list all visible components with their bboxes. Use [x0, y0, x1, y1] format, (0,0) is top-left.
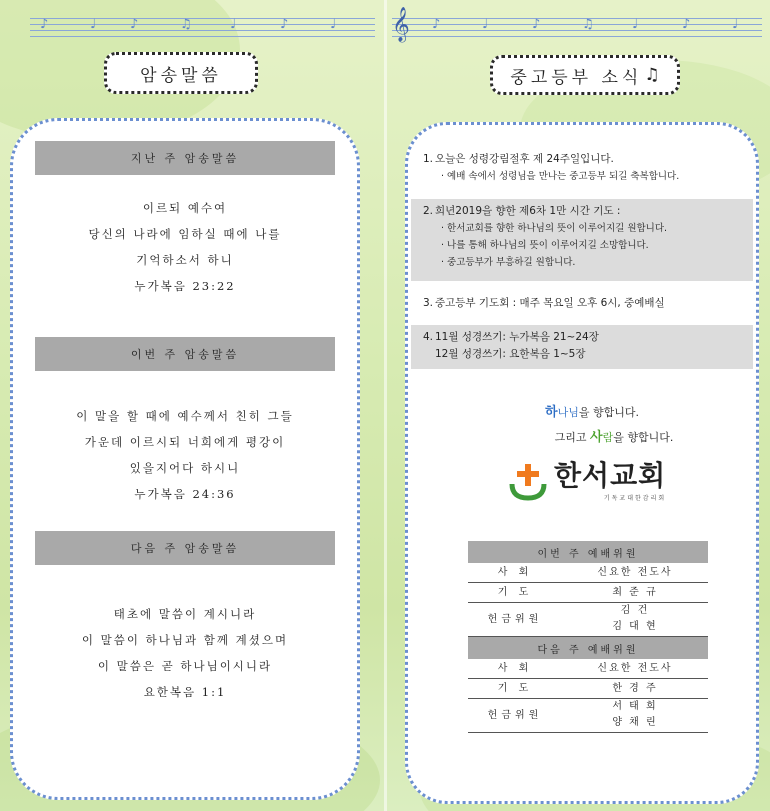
news-sub: · 나를 통해 하나님의 뜻이 이루어지길 소망합니다. [441, 240, 649, 251]
duty-row [468, 603, 708, 637]
duty-heading: 이번 주 예배위원 [468, 541, 708, 563]
duty-role: 기 도 [497, 587, 533, 598]
verse-line: 가운데 이르시되 너희에게 평강이 [84, 435, 286, 449]
duty-table-this-week [468, 541, 708, 637]
duty-role: 헌금위원 [487, 614, 543, 625]
page-fold [384, 0, 387, 811]
duty-role: 기 도 [497, 683, 533, 694]
slogan-highlight: 사 [590, 430, 603, 445]
verse-line: 태초에 말씀이 계시니라 [113, 607, 257, 621]
news-text: 11월 성경쓰기: 누가복음 21~24장 [435, 331, 599, 343]
slogan-text: 람 [602, 431, 614, 444]
news-text: 희년2019을 향한 제6차 1만 시간 기도 : [435, 205, 621, 217]
verse-line: 기억하소서 하니 [136, 253, 234, 267]
duty-name: 한 경 주 [612, 683, 658, 694]
verse-block-this-week [13, 403, 357, 507]
verse-reference: 누가복음 23:22 [134, 279, 236, 293]
news-item-2 [411, 199, 753, 281]
duty-row [468, 563, 708, 583]
treble-clef-icon: 𝄞 [392, 7, 410, 42]
section-heading-text: 다음 주 암송말씀 [130, 542, 240, 555]
duty-table-next-week [468, 637, 708, 733]
music-note-icon: ♫ [644, 65, 660, 85]
church-logo [508, 459, 667, 502]
church-slogan [408, 401, 756, 445]
verse-line: 이 말을 할 때에 예수께서 친히 그들 [76, 409, 294, 423]
duty-row [468, 583, 708, 603]
slogan-text: 을 [578, 406, 590, 419]
duty-role: 헌금위원 [487, 710, 543, 721]
verse-line: 이 말씀이 하나님과 함께 계셨으며 [81, 633, 289, 647]
news-item-3 [411, 289, 753, 319]
slogan-text: 을 향합니다. [613, 431, 674, 444]
section-heading-this-week [35, 337, 335, 371]
verse-reference: 요한복음 1:1 [143, 685, 227, 699]
verse-line: 이 말씀은 곧 하나님이시니라 [97, 659, 273, 673]
verse-block-next-week [13, 601, 357, 705]
duty-row [468, 659, 708, 679]
church-logo-icon [508, 462, 548, 502]
section-heading-next-week [35, 531, 335, 565]
duty-name: 양 채 린 [612, 717, 658, 728]
duty-name: 신요한 전도사 [597, 567, 673, 578]
news-sub: 12월 성경쓰기: 요한복음 1~5장 [435, 348, 586, 360]
youth-news-title [490, 55, 680, 95]
music-staff-right: 𝄞 ♪ ♩ ♪ ♫ ♩ ♪ ♩ [392, 14, 762, 40]
news-number: 4. [423, 331, 434, 343]
news-number: 1. [423, 153, 434, 165]
slogan-highlight: 하 [545, 405, 558, 420]
church-denomination: 기독교대한감리회 [603, 495, 667, 502]
youth-news-title-text: 중고등부 소식 [510, 67, 643, 88]
news-sub: · 중고등부가 부흥하길 원합니다. [441, 257, 576, 268]
news-sub: · 한서교회를 향한 하나님의 뜻이 이루어지길 원합니다. [441, 223, 668, 234]
verse-line: 있을지어다 하시니 [129, 461, 241, 475]
verse-reference: 누가복음 24:36 [134, 487, 236, 501]
slogan-text: 그리고 [554, 431, 591, 444]
section-heading-text: 지난 주 암송말씀 [130, 152, 240, 165]
slogan-text: 향합니다. [589, 406, 639, 419]
news-item-4 [411, 325, 753, 369]
duty-name: 김 건 [620, 605, 650, 616]
duty-role: 사 회 [497, 663, 533, 674]
duty-name: 서 태 희 [612, 701, 658, 712]
news-text: 오늘은 성령강림절후 제 24주일입니다. [435, 153, 614, 165]
verse-block-last-week [13, 195, 357, 299]
slogan-text: 나님 [557, 406, 579, 419]
duty-heading: 다음 주 예배위원 [468, 637, 708, 659]
news-number: 2. [423, 205, 434, 217]
music-staff-left: ♪ ♩ ♪ ♫ ♩ ♪ ♩ [30, 14, 375, 40]
memory-verse-panel [10, 118, 360, 800]
memory-verse-title [104, 52, 258, 94]
section-heading-last-week [35, 141, 335, 175]
news-number: 3. [423, 297, 434, 309]
news-text: 중고등부 기도회 : 매주 목요일 오후 6시, 중예배실 [435, 297, 665, 309]
duty-role: 사 회 [497, 567, 533, 578]
memory-verse-title-text: 암송말씀 [140, 65, 222, 86]
verse-line: 당신의 나라에 임하실 때에 나를 [88, 227, 282, 241]
duty-row [468, 699, 708, 733]
verse-line: 이르되 예수여 [142, 201, 228, 215]
duty-name: 신요한 전도사 [597, 663, 673, 674]
duty-name: 최 준 규 [612, 587, 658, 598]
news-item-1 [411, 147, 753, 191]
church-name: 한서교회 [554, 459, 667, 492]
section-heading-text: 이번 주 암송말씀 [130, 348, 240, 361]
news-sub: · 예배 속에서 성령님을 만나는 중고등부 되길 축복합니다. [441, 171, 680, 182]
duty-name: 김 대 현 [612, 621, 658, 632]
duty-row [468, 679, 708, 699]
